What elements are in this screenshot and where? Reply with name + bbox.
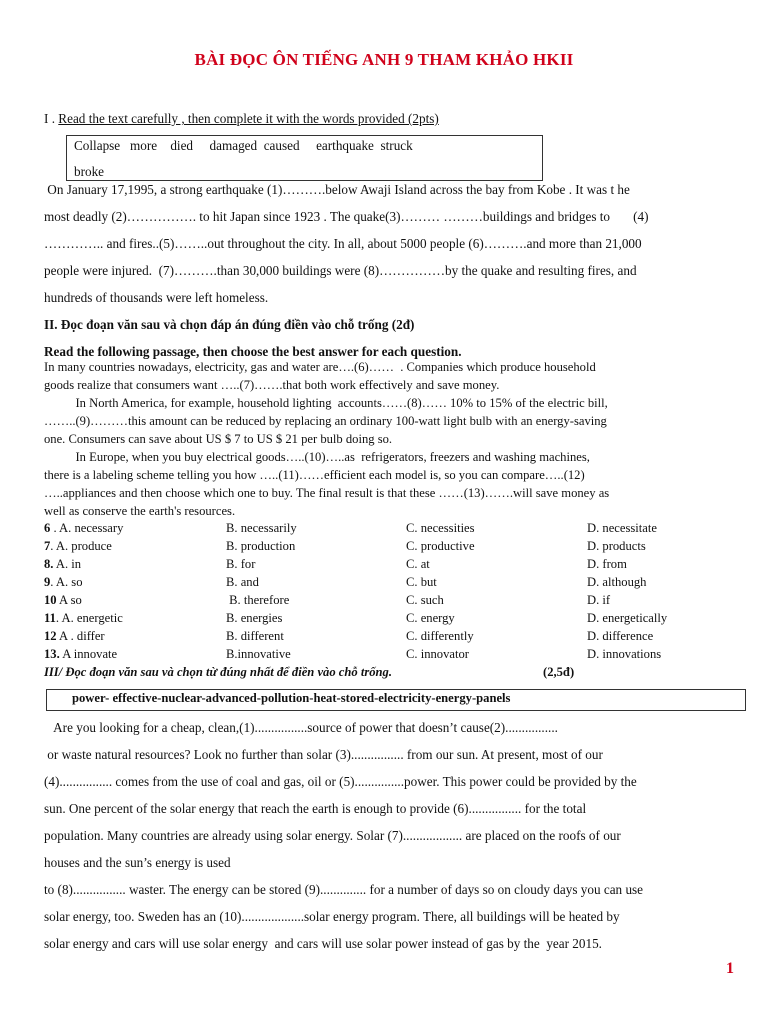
section1-text-line: people were injured. (7)……….than 30,000 buildings were (8)……………by the quake and resulting fires, and <box>44 263 637 278</box>
question-row: 6 . A. necessary <box>44 521 124 535</box>
question-row: 9. A. so <box>44 575 83 589</box>
option-b: B. production <box>226 539 296 553</box>
option-c: C. differently <box>406 629 474 643</box>
option-d: D. difference <box>587 629 654 643</box>
option-b: B. necessarily <box>226 521 297 535</box>
question-row: 8. A. in <box>44 557 82 571</box>
option-d: D. innovations <box>587 647 662 661</box>
section2-text-line: there is a labeling scheme telling you how …..(11)……efficient each model is, so you can compare…..(12) <box>44 468 585 482</box>
section2-text-line: In North America, for example, household lighting accounts……(8)…… 10% to 15% of the electric bill, <box>44 396 608 410</box>
section1-text-line: most deadly (2)……………. to hit Japan since 1923 . The quake(3)……… ………buildings and bridges to (4) <box>44 209 649 224</box>
option-b: B. different <box>226 629 284 643</box>
section3-text-line: solar energy, too. Sweden has an (10)...................solar energy program. There, all buildings will be heated by <box>44 909 620 924</box>
section3-text-line: houses and the sun’s energy is used <box>44 855 231 870</box>
word-box-1-line1: Collapse more died damaged caused earthquake struck <box>74 138 413 153</box>
section3-text-line: to (8)................ waster. The energy can be stored (9).............. for a number of days so on cloudy days you can use <box>44 882 644 897</box>
option-d: D. necessitate <box>587 521 657 535</box>
section3-points: (2,5đ) <box>543 665 575 679</box>
section3-text-line: sun. One percent of the solar energy that reach the earth is enough to provide (6)................ for the total <box>44 801 587 816</box>
option-d: D. if <box>587 593 611 607</box>
option-c: C. productive <box>406 539 475 553</box>
option-c: C. innovator <box>406 647 469 661</box>
section3-text-line: or waste natural resources? Look no further than solar (3)................ from our sun. At present, most of our <box>44 747 603 762</box>
section2-text-line: goods realize that consumers want …..(7)…….that both work effectively and save money. <box>44 378 500 392</box>
section1-number: I . <box>44 111 55 126</box>
option-b: B.innovative <box>226 647 291 661</box>
section3-text-line: solar energy and cars will use solar energy and cars will use solar power instead of gas by the year 2015. <box>44 936 602 951</box>
option-c: C. such <box>406 593 444 607</box>
option-c: C. necessities <box>406 521 475 535</box>
section2-text-line: one. Consumers can save about US $ 7 to US $ 21 per bulb doing so. <box>44 432 393 446</box>
section1-instruction-line <box>44 111 439 127</box>
section3-heading: III/ Đọc đoạn văn sau và chọn từ đúng nhất để điền vào chỗ trống. <box>44 665 392 679</box>
option-b: B. therefore <box>226 593 290 607</box>
section2-text-line: ……..(9)………this amount can be reduced by replacing an ordinary 100-watt light bulb with an energy-saving <box>44 414 607 428</box>
question-row: 11. A. energetic <box>44 611 123 625</box>
page-number: 1 <box>726 960 734 977</box>
section3-text-line: Are you looking for a cheap, clean,(1)................source of power that doesn’t cause(2)................ <box>44 720 558 735</box>
section2-text-line: In many countries nowadays, electricity, gas and water are….(6)…… . Companies which produce household <box>44 360 596 374</box>
section1-text-line: On January 17,1995, a strong earthquake (1)……….below Awaji Island across the bay from Kobe . It was t he <box>44 182 630 197</box>
question-list <box>44 520 744 665</box>
section2-text-line: In Europe, when you buy electrical goods…..(10)…..as refrigerators, freezers and washing machines, <box>44 450 590 464</box>
section2-text-line: well as conserve the earth's resources. <box>44 504 236 518</box>
option-d: D. products <box>587 539 646 553</box>
option-d: D. energetically <box>587 611 668 625</box>
option-c: C. energy <box>406 611 455 625</box>
question-row: 12 A . differ <box>44 629 105 643</box>
section1-text-line: hundreds of thousands were left homeless. <box>44 290 269 305</box>
option-b: B. and <box>226 575 259 589</box>
page-title: BÀI ĐỌC ÔN TIẾNG ANH 9 THAM KHẢO HKII <box>194 50 574 69</box>
section3-text-line: population. Many countries are already using solar energy. Solar (7).................. are placed on the roofs of our <box>44 828 621 843</box>
option-d: D. from <box>587 557 627 571</box>
option-c: C. but <box>406 575 437 589</box>
section1-instruction: Read the text carefully , then complete it with the words provided (2pts) <box>58 111 439 126</box>
question-row: 7. A. produce <box>44 539 112 553</box>
question-row: 10 A so <box>44 593 82 607</box>
option-c: C. at <box>406 557 430 571</box>
section2-text-line: …..appliances and then choose which one to buy. The final result is that these ……(13)…….will save money as <box>44 486 610 500</box>
section2-heading: II. Đọc đoạn văn sau và chọn đáp án đúng điền vào chỗ trống (2đ) <box>44 317 415 332</box>
option-b: B. energies <box>226 611 283 625</box>
section3-text-line: (4)................ comes from the use of coal and gas, oil or (5)...............power. This power could be provided by the <box>44 774 637 789</box>
section2-subheading: Read the following passage, then choose the best answer for each question. <box>44 344 462 359</box>
word-box-1-line2: broke <box>74 164 105 179</box>
option-d: D. although <box>587 575 647 589</box>
option-b: B. for <box>226 557 256 571</box>
section3-word-list: power- effective-nuclear-advanced-pollution-heat-stored-electricity-energy-panels <box>72 691 511 705</box>
question-row: 13. A innovate <box>44 647 118 661</box>
section1-text-line: ………….. and fires..(5)……..out throughout the city. In all, about 5000 people (6)……….and more than 21,000 <box>44 236 642 251</box>
